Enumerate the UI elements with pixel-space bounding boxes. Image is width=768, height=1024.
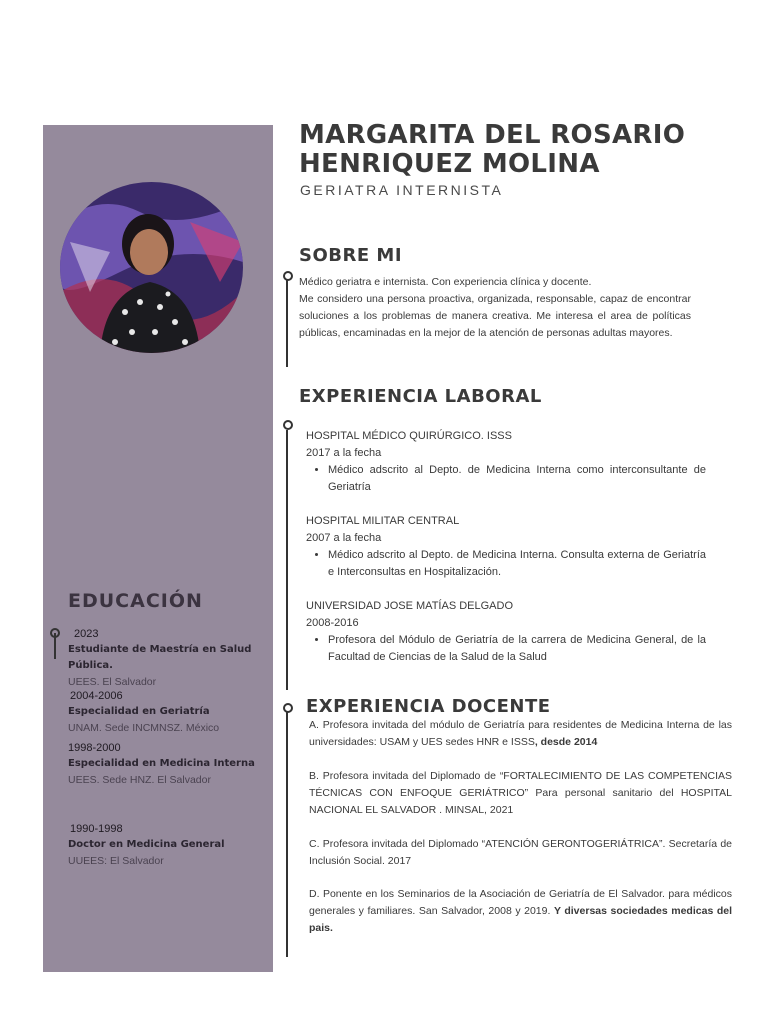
about-bold: Me interesa — [536, 310, 594, 322]
about-line-2b: el area de políticas públicas, encaminadas en la mejor de la atención de personas adultas mayores. — [299, 310, 692, 339]
timeline-line — [54, 633, 56, 659]
about-text — [299, 274, 691, 342]
education-degree: Estudiante de Maestría en Salud Pública. — [68, 644, 252, 671]
profile-photo — [60, 182, 243, 353]
education-year: 2023 — [74, 628, 99, 640]
education-degree: Especialidad en Geriatría — [68, 706, 210, 717]
education-degree: Doctor en Medicina General — [68, 839, 225, 850]
education-year: 1990-1998 — [70, 823, 123, 835]
teaching-a-text: A. Profesora invitada del módulo de Geriatría para residentes de Medicina Interna de las universidades: USAM y UES sedes HNR e ISSS — [309, 719, 732, 748]
timeline-line — [286, 712, 288, 957]
job-dates: 2008-2016 — [306, 617, 359, 629]
education-institution: UNAM. Sede INCMNSZ. México — [68, 722, 220, 734]
timeline-line — [286, 430, 288, 690]
job-item — [306, 513, 706, 581]
education-institution: UEES. Sede HNZ. El Salvador — [68, 774, 211, 786]
education-year: 1998-2000 — [68, 742, 121, 754]
job-description: • Médico adscrito al Depto. de Medicina Interna. Consulta externa de Geriatría e Interconsultas en Hospitalización. — [328, 547, 706, 581]
portrait-image — [60, 182, 243, 353]
education-year: 2004-2006 — [70, 690, 123, 702]
education-item — [68, 626, 268, 690]
job-place: HOSPITAL MILITAR CENTRAL — [306, 515, 460, 527]
name-line-2: HENRIQUEZ MOLINA — [299, 149, 600, 179]
job-description: • Profesora del Módulo de Geriatría de la carrera de Medicina General, de la Facultad de Ciencias de la Salud de la Salud — [328, 632, 706, 666]
job-item — [306, 598, 706, 666]
job-place: HOSPITAL MÉDICO QUIRÚRGICO. ISSS — [306, 430, 512, 442]
timeline-dot — [283, 703, 293, 713]
job-title: GERIATRA INTERNISTA — [300, 182, 504, 198]
full-name — [299, 121, 685, 179]
job-dates: 2007 a la fecha — [306, 532, 382, 544]
teaching-heading: EXPERIENCIA DOCENTE — [306, 696, 551, 717]
teaching-d-bold: Y diversas sociedades medicas del pais. — [309, 905, 733, 934]
education-heading: EDUCACIÓN — [68, 590, 203, 612]
timeline-dot — [283, 271, 293, 281]
job-item — [306, 428, 706, 496]
timeline-dot — [283, 420, 293, 430]
teaching-c-text: C. Profesora invitada del Diplomado “ATENCIÓN GERONTOGERIÁTRICA”. Secretaría de Inclusión Social. 2017 — [309, 838, 732, 867]
experience-heading: EXPERIENCIA LABORAL — [299, 386, 542, 407]
about-line-1: Médico geriatra e internista. Con experiencia clínica y docente. — [299, 276, 592, 288]
name-line-1: MARGARITA DEL ROSARIO — [299, 120, 686, 150]
job-place: UNIVERSIDAD JOSE MATÍAS DELGADO — [306, 600, 514, 612]
education-item — [68, 688, 268, 736]
teaching-a-bold: , desde 2014 — [534, 736, 598, 748]
education-institution: UEES. El Salvador — [68, 676, 157, 688]
job-description: • Médico adscrito al Depto. de Medicina Interna como interconsultante de Geriatría — [328, 462, 706, 496]
education-institution: UUEES: El Salvador — [68, 855, 164, 867]
teaching-item-c — [309, 836, 732, 870]
teaching-item-d — [309, 886, 732, 937]
timeline-line — [286, 280, 288, 367]
education-degree: Especialidad en Medicina Interna — [68, 758, 255, 769]
education-item — [68, 740, 268, 788]
teaching-item-a — [309, 717, 732, 751]
about-line-2a: Me considero una persona proactiva, organizada, responsable, capaz de encontrar soluciones a los problemas de manera creativa. — [299, 293, 691, 322]
teaching-item-b — [309, 768, 732, 819]
about-heading: SOBRE MI — [299, 245, 403, 266]
teaching-d-text: D. Ponente en los Seminarios de la Asociación de Geriatría de El Salvador. para médicos generales y familiares. San Salvador, 2008 y 2019. — [309, 888, 732, 917]
teaching-b-text: B. Profesora invitada del Diplomado de “FORTALECIMIENTO DE LAS COMPETENCIAS TÉCNICAS CON ENFOQUE GERIÁTRICO” Para personal sanitario del HOSPITAL NACIONAL EL SALVADOR . MINSAL, 2021 — [309, 770, 732, 816]
education-item — [68, 821, 268, 869]
job-dates: 2017 a la fecha — [306, 447, 382, 459]
